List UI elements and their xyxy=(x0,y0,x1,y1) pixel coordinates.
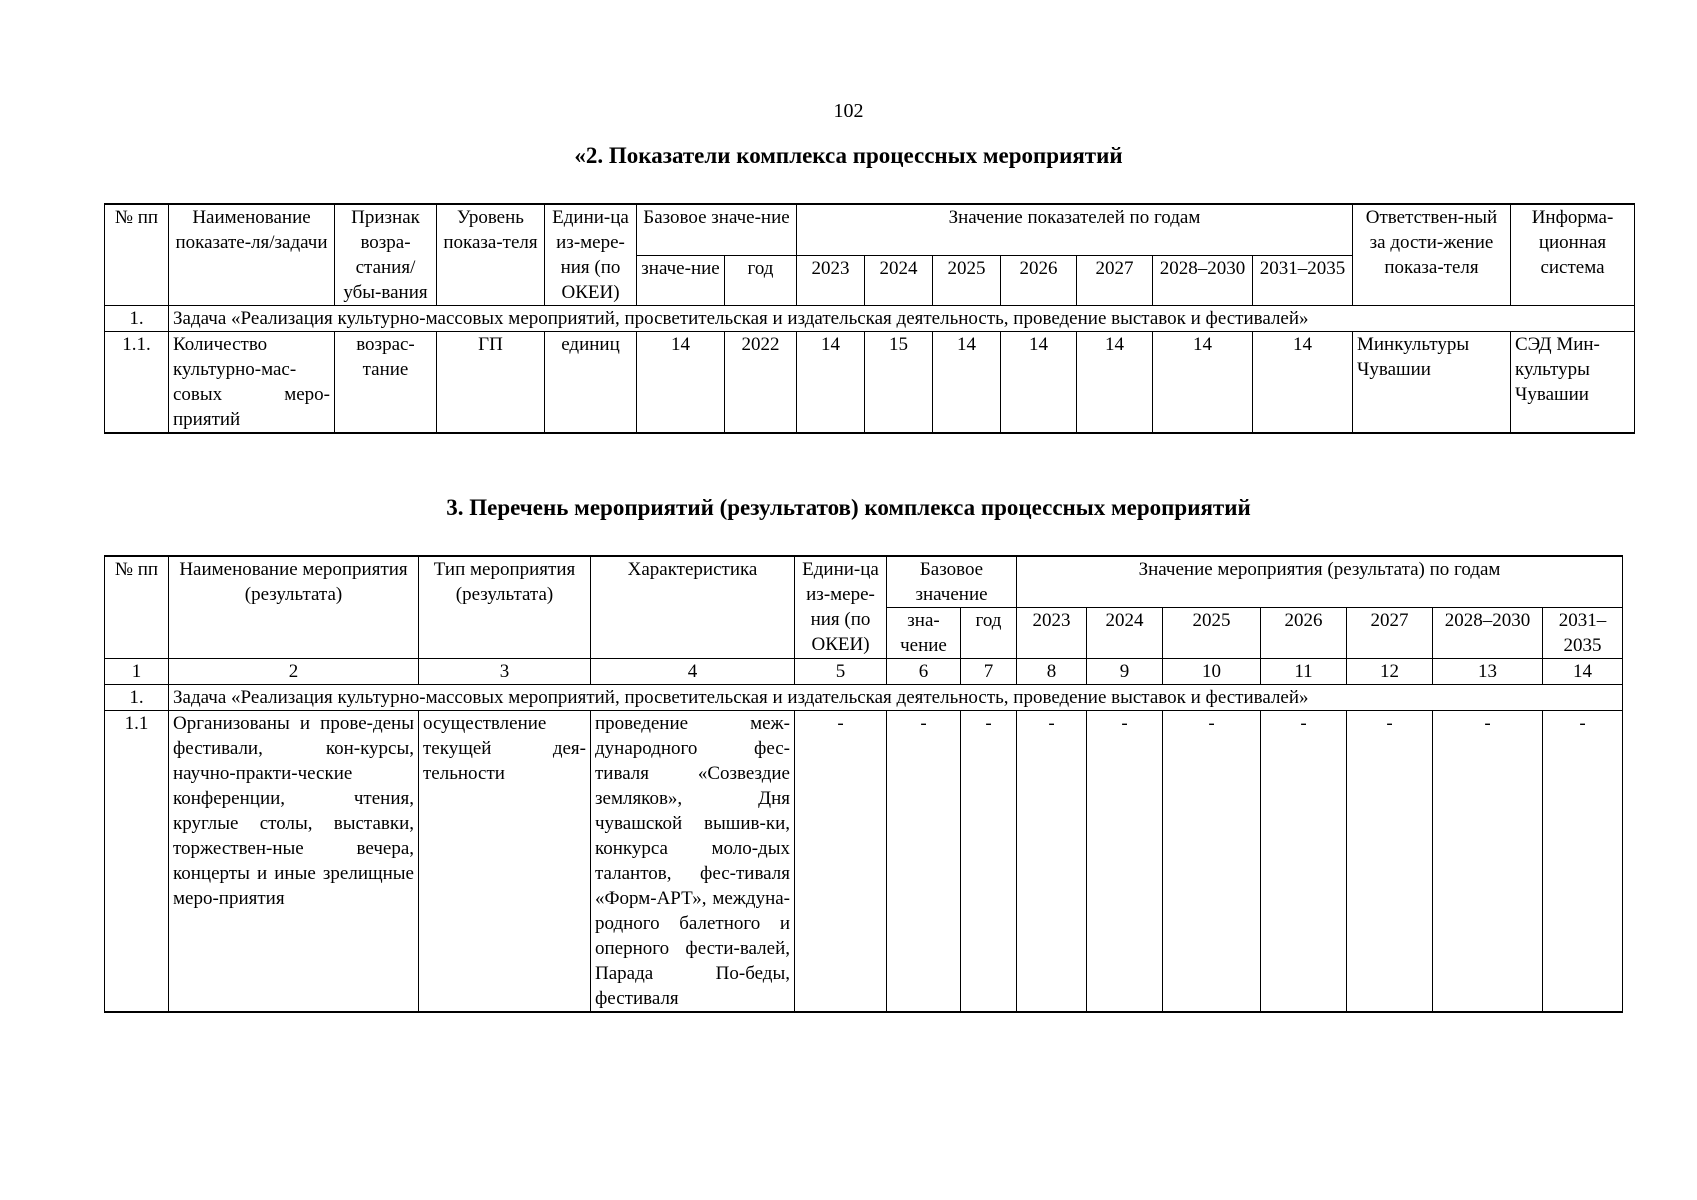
header-num: № пп xyxy=(105,204,169,306)
row-sign: возрас-тание xyxy=(335,332,437,434)
header-year: 2024 xyxy=(865,255,933,305)
header-num: № пп xyxy=(105,556,169,659)
header-year: 2028–2030 xyxy=(1153,255,1253,305)
row-value: 14 xyxy=(933,332,1001,434)
row-value: 14 xyxy=(1153,332,1253,434)
col-number: 14 xyxy=(1543,659,1623,685)
row-value: - xyxy=(1543,711,1623,1013)
row-base-value: 14 xyxy=(637,332,725,434)
table-row xyxy=(105,332,1635,434)
header-info-system: Информа-ционная система xyxy=(1511,204,1635,306)
row-value: - xyxy=(1347,711,1433,1013)
header-year: 2023 xyxy=(1017,608,1087,659)
header-base-year: год xyxy=(961,608,1017,659)
section-3-title: 3. Перечень мероприятий (результатов) комплекса процессных мероприятий xyxy=(446,495,1251,520)
row-value: - xyxy=(887,711,961,1013)
row-num: 1.1 xyxy=(105,711,169,1013)
col-number: 8 xyxy=(1017,659,1087,685)
activities-table xyxy=(104,555,1623,1013)
header-year: 2027 xyxy=(1347,608,1433,659)
col-number: 4 xyxy=(591,659,795,685)
col-number: 7 xyxy=(961,659,1017,685)
row-value: - xyxy=(1261,711,1347,1013)
row-value: 15 xyxy=(865,332,933,434)
header-years-group: Значение мероприятия (результата) по годам xyxy=(1017,556,1623,608)
row-type: осуществление текущей дея-тельности xyxy=(419,711,591,1013)
row-value: 14 xyxy=(797,332,865,434)
row-name: Организованы и прове-дены фестивали, кон-курсы, научно-практи-ческие конференции, чтения, круглые столы, выставки, торжествен-ные вечера, концерты и иные зрелищные меро-приятия xyxy=(169,711,419,1013)
row-value: - xyxy=(961,711,1017,1013)
table-header-row xyxy=(105,556,1623,608)
col-number: 10 xyxy=(1163,659,1261,685)
row-responsible: Минкультуры Чувашии xyxy=(1353,332,1511,434)
section-2-title: «2. Показатели комплекса процессных мероприятий xyxy=(574,143,1123,168)
header-name: Наименование показате-ля/задачи xyxy=(169,204,335,306)
header-year: 2026 xyxy=(1001,255,1077,305)
row-num: 1.1. xyxy=(105,332,169,434)
row-value: 14 xyxy=(1001,332,1077,434)
row-value: - xyxy=(1433,711,1543,1013)
row-unit: единиц xyxy=(545,332,637,434)
header-base: Базовое значе-ние xyxy=(637,204,797,255)
header-years-group: Значение показателей по годам xyxy=(797,204,1353,255)
header-base-value: значе-ние xyxy=(637,255,725,305)
row-value: - xyxy=(1163,711,1261,1013)
header-year: 2031–2035 xyxy=(1253,255,1353,305)
col-number: 5 xyxy=(795,659,887,685)
task-num: 1. xyxy=(105,685,169,711)
task-row xyxy=(105,685,1623,711)
header-year: 2031–2035 xyxy=(1543,608,1623,659)
col-number: 13 xyxy=(1433,659,1543,685)
row-value: - xyxy=(1017,711,1087,1013)
header-unit: Едини-ца из-мере-ния (по ОКЕИ) xyxy=(795,556,887,659)
table-header-row xyxy=(105,204,1635,255)
col-number: 6 xyxy=(887,659,961,685)
header-level: Уровень показа-теля xyxy=(437,204,545,306)
col-number: 3 xyxy=(419,659,591,685)
row-value: 14 xyxy=(1077,332,1153,434)
task-text: Задача «Реализация культурно-массовых мероприятий, просветительская и издательская деятельность, проведение выставок и фестивалей» xyxy=(169,306,1635,332)
row-base-year: 2022 xyxy=(725,332,797,434)
row-name: Количество культурно-мас-совых меро-приятий xyxy=(169,332,335,434)
header-base-value: зна-чение xyxy=(887,608,961,659)
col-number: 9 xyxy=(1087,659,1163,685)
header-base: Базовое значение xyxy=(887,556,1017,608)
col-number: 2 xyxy=(169,659,419,685)
task-row xyxy=(105,306,1635,332)
col-number: 12 xyxy=(1347,659,1433,685)
header-year: 2026 xyxy=(1261,608,1347,659)
header-name: Наименование мероприятия (результата) xyxy=(169,556,419,659)
header-base-year: год xyxy=(725,255,797,305)
header-year: 2028–2030 xyxy=(1433,608,1543,659)
header-sign: Признак возра-стания/ убы-вания xyxy=(335,204,437,306)
task-num: 1. xyxy=(105,306,169,332)
header-characteristic: Характеристика xyxy=(591,556,795,659)
row-info-system: СЭД Мин-культуры Чувашии xyxy=(1511,332,1635,434)
page-number: 102 xyxy=(833,100,864,122)
header-year: 2027 xyxy=(1077,255,1153,305)
header-year: 2025 xyxy=(1163,608,1261,659)
row-level: ГП xyxy=(437,332,545,434)
col-number: 1 xyxy=(105,659,169,685)
header-year: 2023 xyxy=(797,255,865,305)
row-value: 14 xyxy=(1253,332,1353,434)
column-numbers-row xyxy=(105,659,1623,685)
header-responsible: Ответствен-ный за дости-жение показа-теля xyxy=(1353,204,1511,306)
header-type: Тип мероприятия (результата) xyxy=(419,556,591,659)
row-value: - xyxy=(795,711,887,1013)
header-unit: Едини-ца из-мере-ния (по ОКЕИ) xyxy=(545,204,637,306)
row-characteristic: проведение меж-дународного фес-тиваля «Созвездие земляков», Дня чувашской вышив-ки, конкурса моло-дых талантов, фес-тиваля «Форм-АРТ», междуна-родного балетного и оперного фести-валей, Парада По-беды, фестиваля xyxy=(591,711,795,1013)
indicators-table xyxy=(104,203,1635,434)
header-year: 2025 xyxy=(933,255,1001,305)
col-number: 11 xyxy=(1261,659,1347,685)
table-row xyxy=(105,711,1623,1013)
task-text: Задача «Реализация культурно-массовых мероприятий, просветительская и издательская деятельность, проведение выставок и фестивалей» xyxy=(169,685,1623,711)
row-value: - xyxy=(1087,711,1163,1013)
header-year: 2024 xyxy=(1087,608,1163,659)
